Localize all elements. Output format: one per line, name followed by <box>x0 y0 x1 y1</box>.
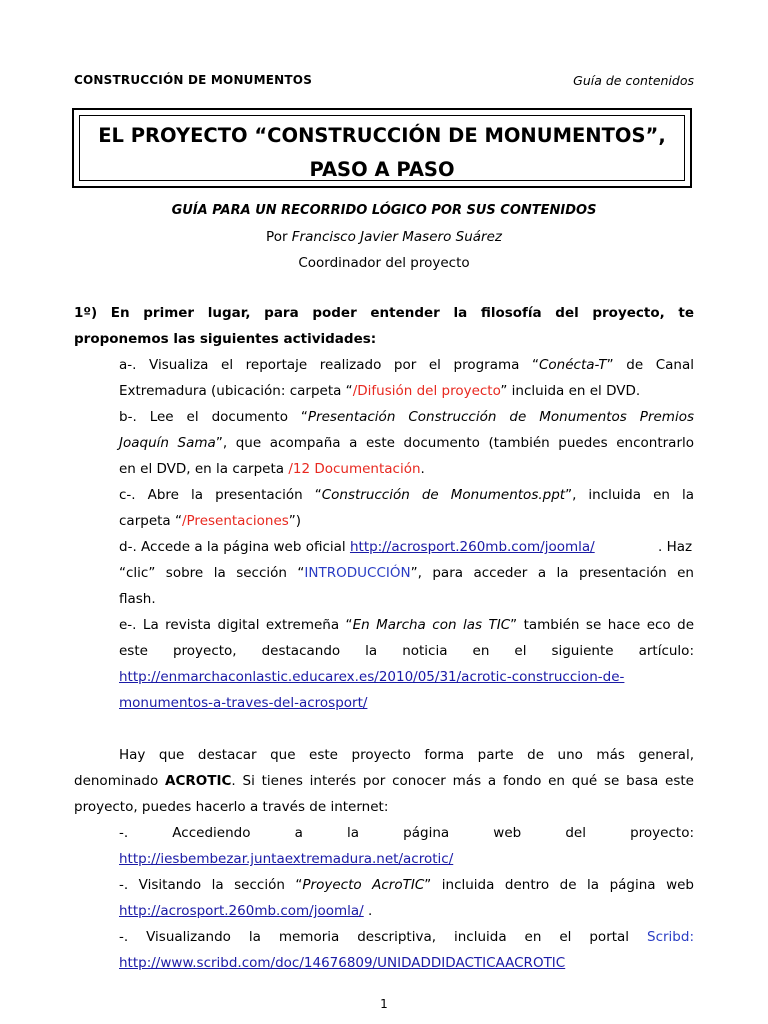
item-e-line-2: este proyecto, destacando la noticia en el siguiente artículo: <box>119 643 694 659</box>
item-d-text-end: ”, para acceder a la presentación en <box>410 565 694 581</box>
title-box <box>72 108 692 188</box>
item-b-text: ”, que acompaña a este documento (también puedes encontrarlo <box>215 435 695 451</box>
item-b-line-3 <box>119 460 425 478</box>
item-c-text-end: ”) <box>288 513 302 529</box>
item-c-text: c-. Abre la presentación “ <box>119 487 322 503</box>
item-d-text: d-. Accede a la página web oficial <box>119 539 350 555</box>
magazine-name: En Marcha con las TIC <box>352 617 511 633</box>
item-d-text: “clic” sobre la sección “ <box>119 565 305 581</box>
item-b-document-name: Presentación Construcción de Monumentos Premios <box>307 409 694 425</box>
byline <box>0 229 768 245</box>
item-b-text-end: . <box>420 461 425 477</box>
resource-item-2-line-2 <box>119 902 372 920</box>
acrotic-project-link[interactable]: http://iesbembezar.juntaextremadura.net/acrotic/ <box>119 851 454 867</box>
item-c-line-1 <box>119 486 694 504</box>
item-a-line-2 <box>119 382 640 400</box>
item-b-line-2 <box>119 434 694 452</box>
document-subtitle: GUÍA PARA UN RECORRIDO LÓGICO POR SUS CONTENIDOS <box>171 203 597 218</box>
header-title: CONSTRUCCIÓN DE MONUMENTOS <box>74 73 313 87</box>
item-e-text-end: ” también se hace eco de <box>510 617 695 633</box>
item-d-line-1 <box>119 538 595 556</box>
author-name: Francisco Javier Masero Suárez <box>291 229 502 245</box>
resource-item-2-end: . <box>363 903 373 919</box>
scribd-document-link[interactable]: http://www.scribd.com/doc/14676809/UNIDADDIDACTICAACROTIC <box>119 955 566 971</box>
acrosport-web-link-2[interactable]: http://acrosport.260mb.com/joomla/ <box>119 903 364 919</box>
paragraph2-line-2 <box>74 772 694 790</box>
item-b-document-name-end: Joaquín Sama <box>119 435 216 451</box>
item-e-line-1 <box>119 616 694 634</box>
resource-item-3-line-2 <box>119 954 565 972</box>
paragraph2-line-1: Hay que destacar que este proyecto forma parte de uno más general, <box>119 747 694 763</box>
acrosport-web-link[interactable]: http://acrosport.260mb.com/joomla/ <box>349 539 595 555</box>
section1-intro-line-2: proponemos las siguientes actividades: <box>74 331 377 347</box>
item-a-line-1 <box>119 356 694 374</box>
item-c-file-name: Construcción de Monumentos.ppt <box>321 487 566 503</box>
acrotic-name: ACROTIC <box>165 773 232 789</box>
item-a-text: Extremadura (ubicación: carpeta “ <box>119 383 353 399</box>
resource-item-2-line-1 <box>119 876 694 894</box>
paragraph2-line-3: proyecto, puedes hacerlo a través de internet: <box>74 799 389 815</box>
document-title-line-1: EL PROYECTO “CONSTRUCCIÓN DE MONUMENTOS”, <box>98 124 666 147</box>
document-title-line-2: PASO A PASO <box>309 158 455 181</box>
author-role: Coordinador del proyecto <box>298 255 470 271</box>
page-number: 1 <box>380 997 388 1011</box>
resource-item-1-line-1: -. Accediendo a la página web del proyecto: <box>119 825 694 841</box>
item-a-text-end: ” incluida en el DVD. <box>500 383 641 399</box>
title-box-inner-border <box>79 115 685 181</box>
resource-item-3-line-1 <box>119 928 694 946</box>
item-b-text: b-. Lee el documento “ <box>119 409 308 425</box>
item-c-text-end: ”, incluida en la <box>565 487 694 503</box>
folder-path-documentacion: /12 Documentación <box>288 461 421 477</box>
item-a-text: a-. Visualiza el reportaje realizado por el programa “ <box>119 357 539 373</box>
item-b-line-1 <box>119 408 694 426</box>
paragraph2-text-end: . Si tienes interés por conocer más a fondo en qué se basa este <box>231 773 694 789</box>
byline-prefix: Por <box>266 229 292 245</box>
item-d-line-2 <box>119 564 694 582</box>
folder-path-presentaciones: /Presentaciones <box>181 513 289 529</box>
scribd-name: Scribd: <box>647 929 694 945</box>
running-header <box>74 73 694 91</box>
item-a-text-end: ” de Canal <box>606 357 694 373</box>
resource-item-2-text: -. Visitando la sección “ <box>119 877 303 893</box>
resource-item-3-text: -. Visualizando la memoria descriptiva, incluida en el portal <box>119 929 648 945</box>
acrotic-section-name: Proyecto AcroTIC <box>302 877 425 893</box>
item-e-link-line-1 <box>119 668 624 686</box>
item-e-text: e-. La revista digital extremeña “ <box>119 617 353 633</box>
enmarcha-article-link-continued[interactable]: monumentos-a-traves-del-acrosport/ <box>119 695 368 711</box>
resource-item-1-line-2 <box>119 850 453 868</box>
item-a-program-name: Conécta-T <box>539 357 607 373</box>
item-d-line-3: flash. <box>119 591 156 607</box>
resource-item-2-text-end: ” incluida dentro de la página web <box>424 877 694 893</box>
folder-path-difusion: /Difusión del proyecto <box>352 383 501 399</box>
section1-intro-line-1: 1º) En primer lugar, para poder entender la filosofía del proyecto, te <box>74 305 694 321</box>
introduccion-section-name: INTRODUCCIÓN <box>304 565 411 581</box>
item-c-line-2 <box>119 512 301 530</box>
enmarcha-article-link[interactable]: http://enmarchaconlastic.educarex.es/2010/05/31/acrotic-construccion-de- <box>119 669 625 685</box>
item-b-text: en el DVD, en la carpeta <box>119 461 289 477</box>
paragraph2-text: denominado <box>74 773 166 789</box>
item-e-link-line-2 <box>119 694 367 712</box>
header-subtitle: Guía de contenidos <box>573 73 694 88</box>
item-d-line-1-end: . Haz <box>658 539 693 555</box>
item-c-text: carpeta “ <box>119 513 182 529</box>
